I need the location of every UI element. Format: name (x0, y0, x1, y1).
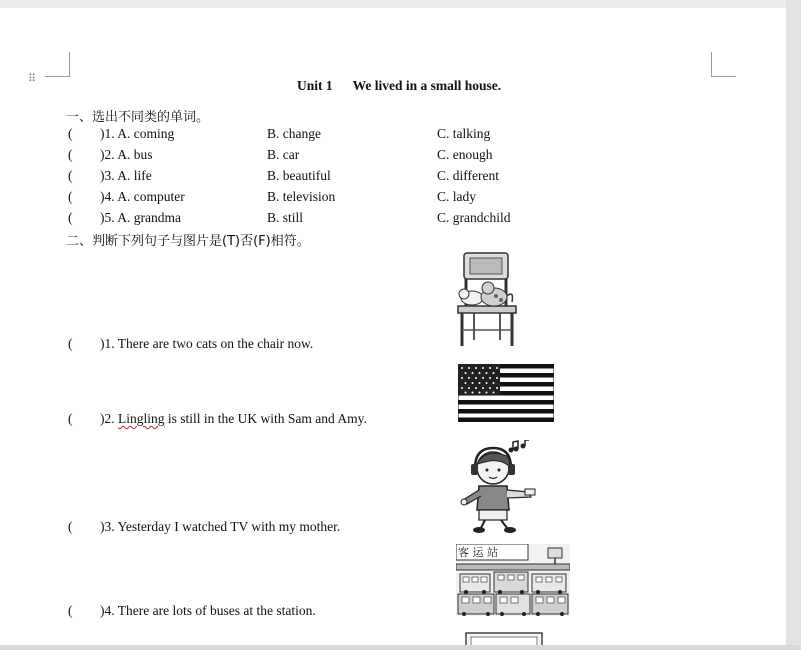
vertical-scrollbar[interactable] (786, 0, 801, 650)
station-sign: 客 运 站 (458, 546, 498, 559)
boy-with-headphones-image (455, 440, 541, 534)
spelling-flagged-word[interactable]: Lingling (118, 411, 165, 426)
chair-with-cats-image (452, 250, 522, 348)
us-flag-image (458, 364, 554, 422)
bus-station-image (456, 544, 570, 616)
section-2-heading: 二、判断下列句子与图片是(T)否(F)相符。 (66, 234, 310, 249)
margin-corner-top-left (45, 52, 70, 77)
document-title: Unit 1 We lived in a small house. (297, 78, 502, 93)
margin-corner-top-right (711, 52, 736, 77)
section-1-heading: 一、选出不同类的单词。 (66, 110, 210, 125)
bottom-edge (0, 645, 801, 650)
document-page: ⠿ Unit 1 We lived in a small house. 一、选出不同类的单词。 ( )1. A. coming B. change C. talking ( )2. A. bus B. car C. enough ( )3. A. life B. beautiful C. different ( )4. A. computer B. television C. lady ( )5. A. grandma B. still C. grandchild 二、判断下列句子与图片是(T)否(F)相符。 ( )1. There are two cats on the chair now. ( )2. Lingling is still in the UK with Sam and Amy. ( )3. Yesterday I watched TV with my mother. 客 运 站 ( )4. There are lots of buses at the station. (0, 8, 786, 648)
drag-handle-icon[interactable]: ⠿ (28, 72, 38, 85)
